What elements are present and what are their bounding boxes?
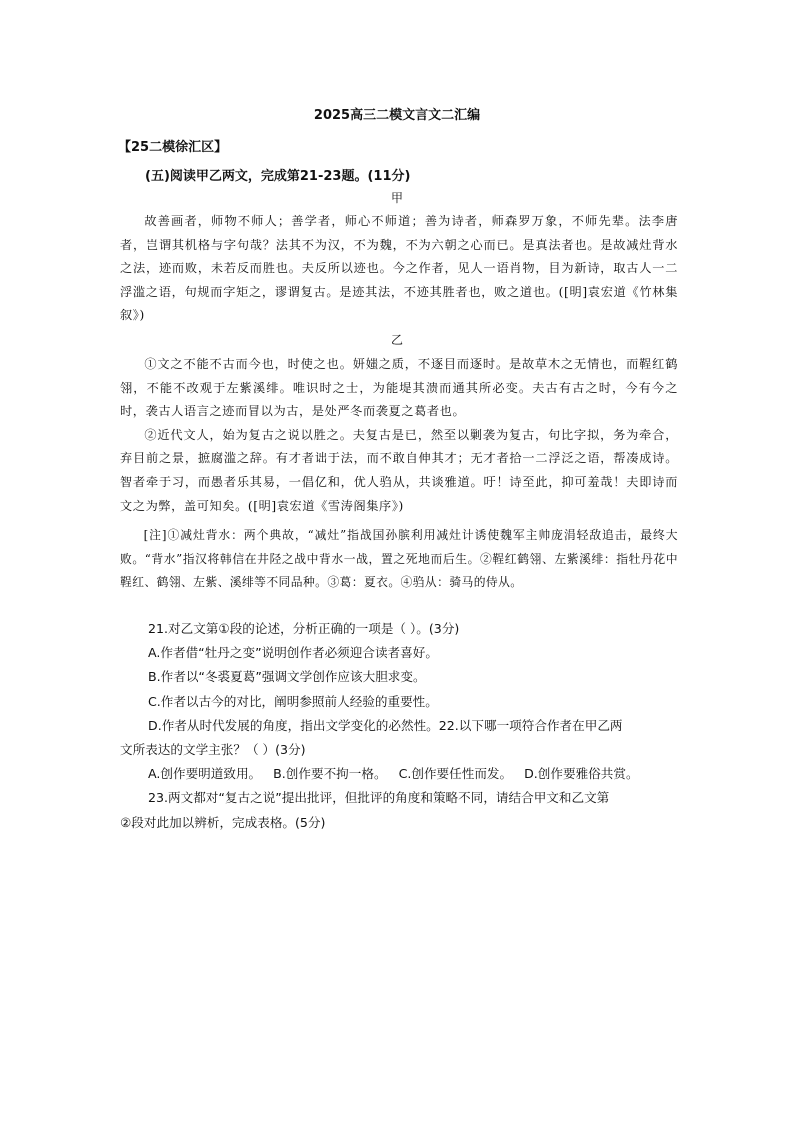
passage-yi-paragraph-1: ①文之不能不古而今也，时使之也。妍媸之质，不逐目而逐时。是故草木之无情也，而鞓红鹤翎，不能不改观于左紫溪绯。唯识时之士，为能堤其溃而通其所必变。夫古有古之时，今有今之时，袭古人语言之迹而冒以为古，是处严冬而袭夏之葛者也。 [120, 357, 678, 419]
annotation-text: [注]①减灶背水：两个典故，“减灶”指战国孙膑利用减灶计诱使魏军主帅庞涓轻敌追击，最终大败。“背水”指汉将韩信在井陉之战中背水一战，置之死地而后生。②鞓红鹤翎、左紫溪绯：指牡丹花中鞓红、鹤翎、左紫、溪绯等不同品种。③葛：夏衣。④驺从：骑马的侍从。 [120, 528, 678, 589]
task-instruction: (五)阅读甲乙两文，完成第21-23题。(11分) [145, 169, 411, 184]
question-23-continuation: ②段对此加以辨析，完成表格。(5分) [120, 814, 326, 830]
question-21-option-d-and-question-22: D.作者从时代发展的角度，指出文学变化的必然性。22.以下哪一项符合作者在甲乙两 [148, 717, 623, 733]
passage-jia-text: 故善画者，师物不师人；善学者，师心不师道；善为诗者，师森罗万象，不师先辈。法李唐者，岂谓其机格与字句哉？法其不为汉，不为魏，不为六朝之心而已。是真法者也。是故减灶背水之法，迹而败，未若反而胜也。夫反所以迹也。今之作者，见人一语肖物，目为新诗，取古人一二浮滥之语，句规而字矩之，谬谓复古。是迹其法，不迹其胜者也，败之道也。([明]袁宏道《竹林集叙》) [120, 214, 678, 323]
section-label: 【25二模徐汇区】 [118, 140, 228, 155]
passage-yi [120, 353, 678, 518]
question-21-option-c: C.作者以古今的对比，阐明参照前人经验的重要性。 [148, 693, 438, 709]
question-22-options [120, 762, 678, 786]
passage-jia [120, 210, 678, 328]
question-21-option-b: B.作者以“冬裘夏葛”强调文学创作应该大胆求变。 [148, 669, 426, 685]
question-22-option-a: A.创作要明道致用。 [148, 766, 262, 782]
question-22-continuation: 文所表达的文学主张？（ ）(3分) [120, 742, 306, 758]
passage-yi-label: 乙 [390, 333, 403, 347]
question-22-option-c: C.创作要任性而发。 [398, 766, 513, 782]
document-title: 2025高三二模文言文二汇编 [313, 108, 481, 123]
question-21-option-a: A.作者借“牡丹之变”说明创作者必须迎合读者喜好。 [148, 645, 438, 661]
question-21: 21.对乙文第①段的论述，分析正确的一项是（ ）。(3分) [148, 621, 460, 636]
question-22-option-b: B.创作要不拘一格。 [273, 766, 387, 782]
passage-yi-paragraph-2: ②近代文人，始为复古之说以胜之。夫复古是已，然至以剿袭为复古，句比字拟，务为牵合，弃目前之景，摭腐滥之辞。有才者诎于法，而不敢自伸其才；无才者拾一二浮泛之语，帮凑成诗。智者牵于习，而愚者乐其易，一倡亿和，优人驺从，共谈雅道。吁！诗至此，抑可羞哉！夫即诗而文之为弊，盖可知矣。([明]袁宏道《雪涛阁集序》) [120, 427, 678, 513]
passage-jia-label: 甲 [390, 191, 403, 205]
questions-block [120, 617, 678, 835]
question-22-option-d: D.创作要雅俗共赏。 [524, 766, 639, 782]
annotations [120, 524, 678, 595]
question-23: 23.两文都对“复古之说”提出批评，但批评的角度和策略不同，请结合甲文和乙文第 [148, 790, 610, 806]
